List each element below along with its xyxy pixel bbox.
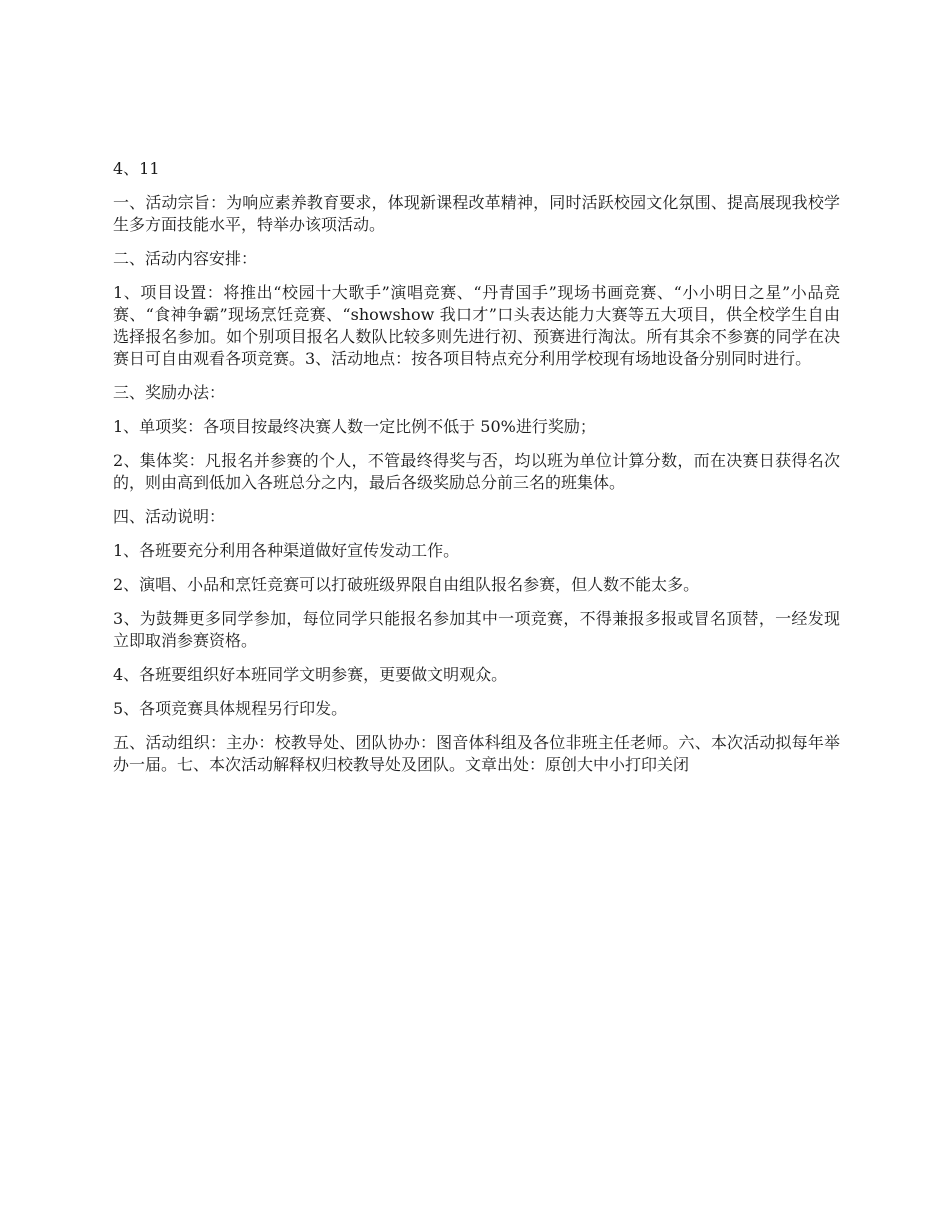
paragraph-project-setup: 1、项目设置：将推出“校园十大歌手”演唱竞赛、“丹青国手”现场书画竞赛、“小小明日之星”小品竞赛、“食神争霸”现场烹饪竞赛、“showshow 我口才”口头表达能力大赛等五大项目，供全校学生自由选择报名参加。如个别项目报名人数队比较多则先进行初、预赛进行淘汰。所有其余不参赛的同学在决赛日可自由观看各项竞赛。3、活动地点：按各项目特点充分利用学校现有场地设备分别同时进行。 — [113, 283, 840, 368]
paragraph-group-award: 2、集体奖：凡报名并参赛的个人，不管最终得奖与否，均以班为单位计算分数，而在决赛日获得名次的，则由高到低加入各班总分之内，最后各级奖励总分前三名的班集体。 — [113, 451, 840, 492]
paragraph-note-3: 3、为鼓舞更多同学参加，每位同学只能报名参加其中一项竞赛，不得兼报多报或冒名顶替，一经发现立即取消参赛资格。 — [113, 609, 840, 650]
heading-content-arrangement: 二、活动内容安排： — [113, 249, 258, 268]
paragraph-note-4: 4、各班要组织好本班同学文明参赛，更要做文明观众。 — [113, 665, 508, 684]
heading-activity-notes: 四、活动说明： — [113, 507, 226, 526]
document-body — [113, 158, 840, 788]
paragraph-date: 4、11 — [113, 159, 160, 178]
paragraph-single-award: 1、单项奖：各项目按最终决赛人数一定比例不低于 50%进行奖励； — [113, 417, 596, 436]
paragraph-organization: 五、活动组织：主办：校教导处、团队协办：图音体科组及各位非班主任老师。六、本次活动拟每年举办一届。七、本次活动解释权归校教导处及团队。文章出处：原创大中小打印关闭 — [113, 733, 840, 774]
paragraph-note-1: 1、各班要充分利用各种渠道做好宣传发动工作。 — [113, 541, 460, 560]
paragraph-note-2: 2、演唱、小品和烹饪竞赛可以打破班级界限自由组队报名参赛，但人数不能太多。 — [113, 575, 700, 594]
paragraph-note-5: 5、各项竞赛具体规程另行印发。 — [113, 699, 348, 718]
heading-reward-method: 三、奖励办法： — [113, 383, 226, 402]
paragraph-purpose: 一、活动宗旨：为响应素养教育要求，体现新课程改革精神，同时活跃校园文化氛围、提高展现我校学生多方面技能水平，特举办该项活动。 — [113, 193, 840, 234]
